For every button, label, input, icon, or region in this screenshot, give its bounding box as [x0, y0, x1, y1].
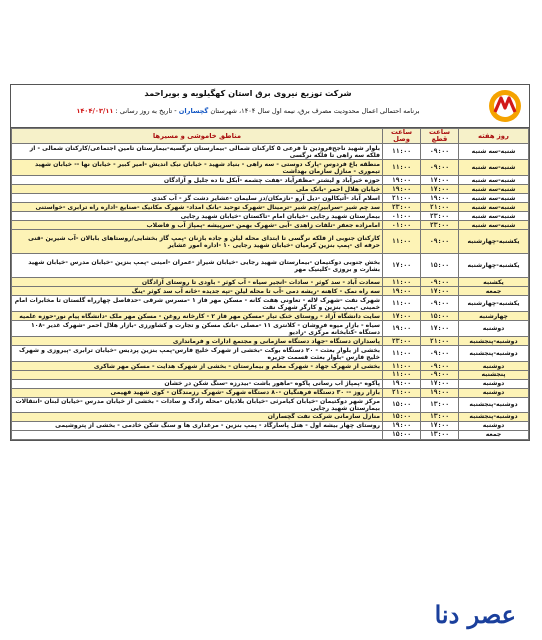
row-day: یکشنبه — [459, 278, 529, 287]
row-connect-time: ۲۱:۰۰ — [383, 388, 421, 397]
table-row — [12, 160, 529, 176]
row-connect-time: ۱۹:۰۰ — [383, 321, 421, 337]
row-areas: کارکنان جنوبی از فلکه نرگسی تا ابتدای محله لیلن و جاده بازنان -پمپ گاز بخشایی/روستاهای بابالان -آب شیرین -قنی حرفه ای -پمپ بنزین کرمیان -خیابان شهید رجایی ۱۰ -اداره امور عشایر — [12, 230, 383, 254]
row-day: شنبه-سه شنبه — [459, 212, 529, 221]
row-day: دوشنبه — [459, 362, 529, 371]
row-connect-time: ۰۱:۰۰ — [383, 212, 421, 221]
row-areas: امامزاده جعفر -تلفات زاهدی -آبی -شهرک بهمن -سرپیشه -پمپاژ آب و فاضلاب — [12, 221, 383, 230]
row-cut-time: ۰۹:۰۰ — [421, 160, 459, 176]
row-day: شنبه-سه شنبه — [459, 176, 529, 185]
row-areas: بخشی از شهرک جهاد - شهرک معلم و بیمارستان - بخشی از شهرک هدایت - مسکن مهر شاکری — [12, 362, 383, 371]
row-areas: سیاه - بازار میوه فروشان - کلانتری ۱۱ -مصلی -بانک مسکن و تجارت و کشاورزی -بازار هلال احمر -شهرک غدیر -۱۰۸ دستگاه -کتابخانه مرکزی -رادیو — [12, 321, 383, 337]
row-areas: روستای چهار بیشه اول - هتل پاسارگاد - پمپ بنزین - مرغداری ها و سنگ شکن خادمی - بخشی از پتروشیمی — [12, 422, 383, 431]
row-connect-time: ۲۳:۰۰ — [383, 203, 421, 212]
table-row — [12, 287, 529, 296]
row-areas: اسلام آباد -آتیکالون -دیل آرو -نازمکان/دز سلیمان -عشایر دشت گز - آب کندی — [12, 194, 383, 203]
table-row — [12, 346, 529, 362]
table-row — [12, 194, 529, 203]
row-connect-time: ۲۱:۰۰ — [383, 194, 421, 203]
row-day: دوشنبه — [459, 388, 529, 397]
row-connect-time: ۱۱:۰۰ — [383, 371, 421, 379]
row-connect-time: ۱۱:۰۰ — [383, 230, 421, 254]
row-areas: پاسداران دستگاه -جهاد دستگاه سازمانی و مجتمع ادارات و فرمانداری — [12, 337, 383, 346]
row-cut-time: ۰۹:۰۰ — [421, 371, 459, 379]
row-cut-time: ۰۹:۰۰ — [421, 346, 459, 362]
row-day: دوشنبه — [459, 379, 529, 388]
row-areas — [12, 371, 383, 379]
table-row — [12, 203, 529, 212]
row-cut-time: ۱۹:۰۰ — [421, 388, 459, 397]
row-connect-time: ۱۹:۰۰ — [383, 176, 421, 185]
table-header-row — [12, 129, 529, 144]
page-title: شرکت توزیع نیروی برق استان کهگیلویه و بویراحمد — [144, 88, 352, 98]
table-row — [12, 431, 529, 440]
row-connect-time: ۱۱:۰۰ — [383, 296, 421, 312]
table-row — [12, 254, 529, 278]
row-areas: مرکز شهر دوکتیمان -خیابان کیامرثی -خیابان بلادیان -محله رادگ و سادات - بخشی از خیابان مدرس -خیابان لبنان -انتقالات بیمارستان شهید رجایی — [12, 397, 383, 412]
page-subtitle — [17, 107, 479, 115]
col-cut-header: ساعت قطع — [421, 129, 459, 144]
row-areas: سعادت آباد - سد کوثر - سادات -انجیر سیاه - آب کوثر - باودی تا روستای آزادگان — [12, 278, 383, 287]
table-row — [12, 212, 529, 221]
table-row — [12, 362, 529, 371]
table-row — [12, 388, 529, 397]
row-connect-time: ۱۱:۰۰ — [383, 144, 421, 160]
row-cut-time: ۰۹:۰۰ — [421, 278, 459, 287]
table-row — [12, 413, 529, 422]
col-connect-header: ساعت وصل — [383, 129, 421, 144]
row-areas: منطقه باغ فردوس -پارک دوستی - سه راهی - بنیاد شهید - خیابان نیک اندیش -امیر کبیر - خیابان نها -- خیابان شهید تیموری - منازل سازمان بهداشت — [12, 160, 383, 176]
row-cut-time: ۱۷:۰۰ — [421, 379, 459, 388]
row-cut-time: ۱۳:۰۰ — [421, 431, 459, 440]
row-cut-time: ۲۳:۰۰ — [421, 212, 459, 221]
row-areas: پاکوه -پمپاژ آب رسانی پاکوه -ماهور باشت -بیدرزه -سنگ شکن در خشان — [12, 379, 383, 388]
row-day: یکشنبه-چهارشنبه — [459, 296, 529, 312]
row-day: پنجشنبه — [459, 371, 529, 379]
row-connect-time: ۱۱:۰۰ — [383, 346, 421, 362]
col-day-header: روز هفته — [459, 129, 529, 144]
table-row — [12, 312, 529, 321]
col-areas-header: مناطق خاموشی و مسیرها — [12, 129, 383, 144]
row-areas: بازار روز -- ۳۰ دستگاه فرهنگیان -۸۰ دستگاه شهرک -شهرک رزمندگان - کوی شهید فهیمی — [12, 388, 383, 397]
row-day: یکشنبه-چهارشنبه — [459, 230, 529, 254]
subtitle-prefix: برنامه احتمالی اعمال محدودیت مصرف برق، نیمه اول سال ۱۴۰۴، شهرستان — [210, 107, 420, 115]
row-day: یکشنبه-چهارشنبه — [459, 254, 529, 278]
row-connect-time: ۱۹:۰۰ — [383, 287, 421, 296]
row-cut-time: ۲۱:۰۰ — [421, 337, 459, 346]
row-day: جمعه — [459, 287, 529, 296]
table-row — [12, 397, 529, 412]
subtitle-date: ۱۴۰۴/۰۳/۱۱ — [76, 107, 114, 115]
row-areas: سد چم شیر -سرابیر/چم شیر -ترمینال -شهرک توحید -بانک امداد- شهرک مکانیک -صنایع -اداره راه ترابری -خواستنی — [12, 203, 383, 212]
outage-schedule-sheet — [10, 84, 530, 441]
row-connect-time: ۱۵:۰۰ — [383, 397, 421, 412]
sheet-header — [11, 85, 529, 128]
row-areas: شهرک نفت -شهرک لاله - تعاونی هفت کانه - مسکن مهر فاز ۱ -مسرس شرقی -حدفاصل چهارراه گلستان تا مخابرات امام خمینی -پمپ بنزین و کارگر شهرک نفت — [12, 296, 383, 312]
table-row — [12, 379, 529, 388]
row-cut-time: ۱۷:۰۰ — [421, 321, 459, 337]
row-areas: بیمارستان شهید رجایی -خیابان امام -تاکستان -خیابان شهید رجایی — [12, 212, 383, 221]
row-day: دوشنبه-پنجشنبه — [459, 397, 529, 412]
row-day: دوشنبه-پنجشنبه — [459, 346, 529, 362]
table-row — [12, 230, 529, 254]
row-connect-time: ۱۹:۰۰ — [383, 422, 421, 431]
row-day: شنبه-سه شنبه — [459, 185, 529, 194]
row-cut-time: ۱۳:۰۰ — [421, 397, 459, 412]
row-connect-time: ۱۷:۰۰ — [383, 254, 421, 278]
row-areas — [12, 431, 383, 440]
row-connect-time: ۰۱:۰۰ — [383, 221, 421, 230]
row-cut-time: ۱۷:۰۰ — [421, 185, 459, 194]
table-row — [12, 422, 529, 431]
row-areas: سه راه نمک - کاهنه -ریشه دمی -آب تا محله لیلن -تپه جدیده -خانه آب سد کوثر -ینگ — [12, 287, 383, 296]
row-connect-time: ۱۵:۰۰ — [383, 413, 421, 422]
table-row — [12, 321, 529, 337]
row-cut-time: ۱۷:۰۰ — [421, 287, 459, 296]
row-day: شنبه-سه شنبه — [459, 221, 529, 230]
row-areas: حوزه خیرآباد و لیشتر -مظفرآباد -هفت چشمه -آبکل تا ده جلیل و آزادگان — [12, 176, 383, 185]
row-day: دوشنبه-پنجشنبه — [459, 413, 529, 422]
table-row — [12, 144, 529, 160]
table-row — [12, 185, 529, 194]
row-connect-time: ۱۹:۰۰ — [383, 185, 421, 194]
row-cut-time: ۰۹:۰۰ — [421, 230, 459, 254]
row-cut-time: ۱۷:۰۰ — [421, 422, 459, 431]
row-areas: بلوار شهید ناجح‌فرودین تا فرعی ۵ کارکنان شمالی -بیمارستان نرگسیه-بیمارستان تامین اجتماعی/کارکنان شمالی - از فلکه سه راهی تا فلکه نرگسی — [12, 144, 383, 160]
row-day: دوشنبه — [459, 321, 529, 337]
row-day: شنبه-سه شنبه — [459, 144, 529, 160]
row-day: شنبه-سه شنبه — [459, 160, 529, 176]
row-connect-time: ۱۹:۰۰ — [383, 379, 421, 388]
row-cut-time: ۱۵:۰۰ — [421, 254, 459, 278]
electricity-company-logo-icon — [487, 88, 523, 124]
table-row — [12, 296, 529, 312]
row-day: دوشنبه-پنجشنبه — [459, 337, 529, 346]
row-areas: خیابان هلال احمر -بانک ملی — [12, 185, 383, 194]
row-cut-time: ۲۱:۰۰ — [421, 203, 459, 212]
row-cut-time: ۱۹:۰۰ — [421, 194, 459, 203]
table-row — [12, 221, 529, 230]
row-connect-time: ۱۱:۰۰ — [383, 278, 421, 287]
subtitle-suffix: - تاریخ به روز رسانی : — [115, 107, 177, 115]
row-day: چهارشنبه — [459, 312, 529, 321]
table-row — [12, 337, 529, 346]
outage-table-body — [12, 144, 529, 440]
row-cut-time: ۱۷:۰۰ — [421, 176, 459, 185]
row-cut-time: ۱۳:۰۰ — [421, 413, 459, 422]
outage-table — [11, 128, 529, 440]
row-connect-time: ۱۵:۰۰ — [383, 431, 421, 440]
table-row — [12, 278, 529, 287]
row-areas: بخشی از بلوار بعثت - ۲۰ دستگاه بوکت -بخشی از شهرک خلیج فارس-پمپ بنزین پردیس -خیابان ترابری -پیروزی و شهرک خلیج فارس -بلوار بعثت قسمت جزیره — [12, 346, 383, 362]
row-areas: سایت دانشگاه آزاد - روستای خنک تیار -مسکن مهر فاز ۲ - کارخانه روغن - مسکن مهر ملک -دانشگاه پیام نور-حوزه علمیه — [12, 312, 383, 321]
row-areas: منازل سازمانی شرکت نفت گچساران — [12, 413, 383, 422]
row-connect-time: ۱۱:۰۰ — [383, 160, 421, 176]
row-cut-time: ۰۹:۰۰ — [421, 362, 459, 371]
row-connect-time: ۱۱:۰۰ — [383, 362, 421, 371]
row-cut-time: ۱۵:۰۰ — [421, 312, 459, 321]
row-connect-time: ۲۳:۰۰ — [383, 337, 421, 346]
row-cut-time: ۰۹:۰۰ — [421, 296, 459, 312]
row-day: شنبه-سه شنبه — [459, 203, 529, 212]
table-row — [12, 176, 529, 185]
row-connect-time: ۱۷:۰۰ — [383, 312, 421, 321]
row-areas: بخش جنوبی دوکتیمان -بیمارستان شهید رجایی -خیابان شیراز -عمران -امینی -پمپ بنزین -خیابان مدرس -خیابان شهید بشارت و بروزی -کلینیک مهر — [12, 254, 383, 278]
row-day: دوشنبه — [459, 422, 529, 431]
watermark-logo: عصر دنا — [434, 600, 516, 629]
subtitle-city: گچساران — [178, 107, 209, 115]
row-day: شنبه-سه شنبه — [459, 194, 529, 203]
row-cut-time: ۲۳:۰۰ — [421, 221, 459, 230]
row-day: جمعه — [459, 431, 529, 440]
table-row — [12, 371, 529, 379]
row-cut-time: ۰۹:۰۰ — [421, 144, 459, 160]
